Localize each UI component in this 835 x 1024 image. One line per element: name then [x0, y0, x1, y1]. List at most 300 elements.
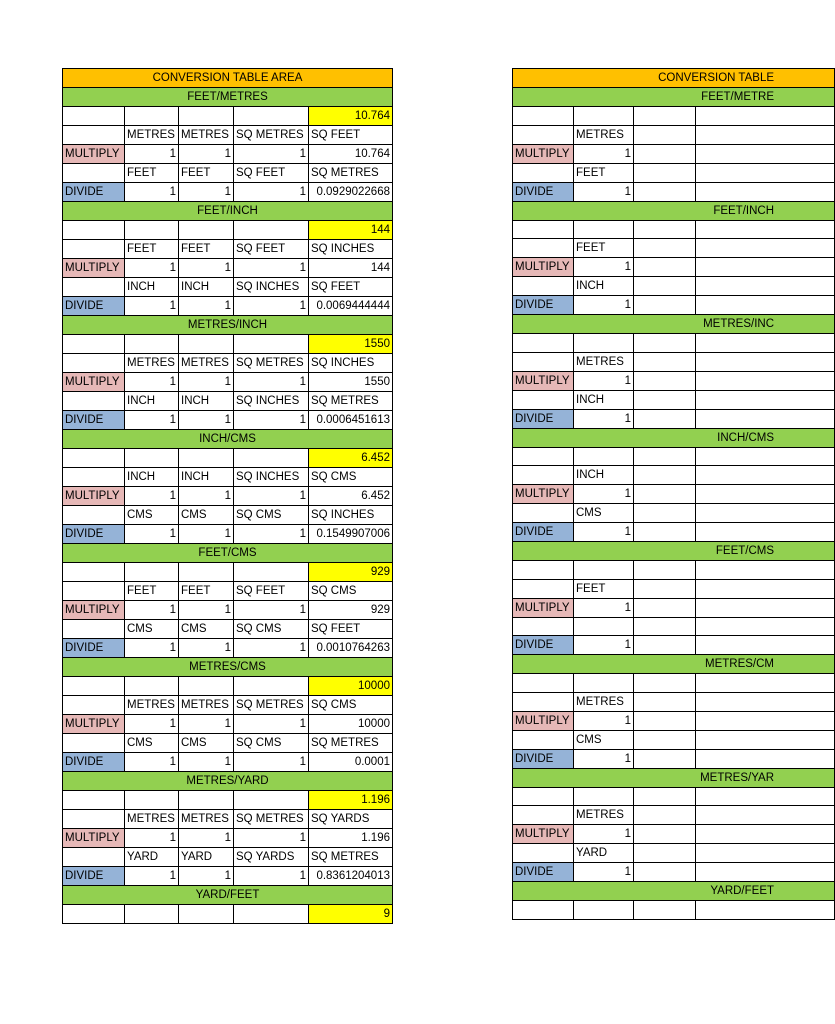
value-cell[interactable]: 0.0929022668 [309, 183, 393, 202]
unit-label-cell[interactable]: SQ INCHES [309, 506, 393, 525]
unit-label-cell[interactable]: CMS [574, 504, 634, 523]
unit-label-cell[interactable]: CMS [574, 730, 634, 749]
empty-cell[interactable] [574, 334, 634, 353]
multiply-label[interactable]: MULTIPLY [63, 715, 125, 734]
unit-label-cell[interactable]: METRES [574, 352, 634, 371]
unit-label-cell[interactable]: METRES [125, 810, 179, 829]
empty-cell[interactable] [696, 277, 835, 296]
empty-cell[interactable] [696, 598, 835, 617]
empty-cell[interactable] [125, 221, 179, 240]
empty-cell[interactable] [634, 504, 696, 523]
unit-label-cell[interactable]: CMS [179, 506, 234, 525]
value-cell[interactable]: 0.8361204013 [309, 867, 393, 886]
empty-cell[interactable] [179, 677, 234, 696]
empty-cell[interactable] [63, 677, 125, 696]
unit-label-cell[interactable]: METRES [125, 696, 179, 715]
divide-label[interactable]: DIVIDE [63, 525, 125, 544]
empty-cell[interactable] [179, 335, 234, 354]
multiply-label[interactable]: MULTIPLY [513, 711, 574, 730]
multiply-label[interactable]: MULTIPLY [513, 825, 574, 844]
empty-cell[interactable] [63, 240, 125, 259]
empty-cell[interactable] [513, 447, 574, 466]
value-cell[interactable]: 1 [125, 259, 179, 278]
divide-label[interactable]: DIVIDE [513, 296, 574, 315]
value-cell[interactable]: 1 [125, 145, 179, 164]
empty-cell[interactable] [63, 354, 125, 373]
empty-cell[interactable] [63, 563, 125, 582]
empty-cell[interactable] [574, 561, 634, 580]
value-cell[interactable]: 1 [179, 525, 234, 544]
value-cell[interactable]: 0.0006451613 [309, 411, 393, 430]
multiply-label[interactable]: MULTIPLY [63, 259, 125, 278]
empty-cell[interactable] [125, 449, 179, 468]
divide-label[interactable]: DIVIDE [63, 753, 125, 772]
empty-cell[interactable] [574, 787, 634, 806]
unit-label-cell[interactable]: FEET [179, 582, 234, 601]
empty-cell[interactable] [179, 563, 234, 582]
section-title[interactable]: METRES/INC [513, 315, 835, 334]
empty-cell[interactable] [634, 334, 696, 353]
divide-label[interactable]: DIVIDE [513, 749, 574, 768]
empty-cell[interactable] [696, 352, 835, 371]
empty-cell[interactable] [574, 220, 634, 239]
value-cell[interactable]: 1 [179, 715, 234, 734]
empty-cell[interactable] [63, 221, 125, 240]
value-cell[interactable]: 1.196 [309, 829, 393, 848]
empty-cell[interactable] [179, 107, 234, 126]
unit-label-cell[interactable]: SQ FEET [309, 126, 393, 145]
divide-label[interactable]: DIVIDE [513, 409, 574, 428]
empty-cell[interactable] [179, 791, 234, 810]
multiply-label[interactable]: MULTIPLY [513, 258, 574, 277]
empty-cell[interactable] [125, 107, 179, 126]
unit-label-cell[interactable]: SQ CMS [234, 620, 309, 639]
unit-label-cell[interactable]: CMS [125, 734, 179, 753]
section-title[interactable]: METRES/CM [513, 655, 835, 674]
unit-label-cell[interactable]: SQ YARDS [309, 810, 393, 829]
value-cell[interactable]: 1 [179, 145, 234, 164]
empty-cell[interactable] [696, 296, 835, 315]
empty-cell[interactable] [696, 504, 835, 523]
empty-cell[interactable] [513, 579, 574, 598]
unit-label-cell[interactable]: INCH [179, 278, 234, 297]
empty-cell[interactable] [634, 825, 696, 844]
empty-cell[interactable] [634, 730, 696, 749]
empty-cell[interactable] [513, 220, 574, 239]
value-cell[interactable]: 1 [179, 639, 234, 658]
unit-label-cell[interactable]: FEET [574, 239, 634, 258]
empty-cell[interactable] [696, 863, 835, 882]
unit-label-cell[interactable]: METRES [179, 354, 234, 373]
empty-cell[interactable] [513, 617, 574, 636]
empty-cell[interactable] [696, 239, 835, 258]
unit-label-cell[interactable]: CMS [179, 620, 234, 639]
unit-label-cell[interactable]: SQ FEET [234, 240, 309, 259]
empty-cell[interactable] [63, 791, 125, 810]
empty-cell[interactable] [125, 905, 179, 924]
unit-label-cell[interactable]: SQ INCHES [234, 278, 309, 297]
unit-label-cell[interactable]: SQ CMS [234, 734, 309, 753]
value-cell[interactable]: 1 [125, 373, 179, 392]
unit-label-cell[interactable]: SQ METRES [309, 164, 393, 183]
empty-cell[interactable] [513, 125, 574, 144]
empty-cell[interactable] [634, 144, 696, 163]
value-cell[interactable]: 1 [574, 711, 634, 730]
empty-cell[interactable] [513, 730, 574, 749]
empty-cell[interactable] [696, 220, 835, 239]
unit-label-cell[interactable]: SQ METRES [309, 392, 393, 411]
empty-cell[interactable] [63, 734, 125, 753]
empty-cell[interactable] [125, 677, 179, 696]
value-cell[interactable]: 1 [234, 753, 309, 772]
value-cell[interactable]: 1 [234, 867, 309, 886]
empty-cell[interactable] [696, 409, 835, 428]
value-cell[interactable]: 1 [574, 825, 634, 844]
value-cell[interactable]: 0.1549907006 [309, 525, 393, 544]
empty-cell[interactable] [696, 749, 835, 768]
factor-cell[interactable]: 144 [309, 221, 393, 240]
unit-label-cell[interactable]: INCH [574, 277, 634, 296]
value-cell[interactable]: 1 [179, 411, 234, 430]
unit-label-cell[interactable]: METRES [179, 810, 234, 829]
multiply-label[interactable]: MULTIPLY [513, 371, 574, 390]
factor-cell[interactable]: 9 [309, 905, 393, 924]
unit-label-cell[interactable]: INCH [574, 390, 634, 409]
empty-cell[interactable] [63, 810, 125, 829]
empty-cell[interactable] [634, 182, 696, 201]
empty-cell[interactable] [63, 468, 125, 487]
empty-cell[interactable] [63, 164, 125, 183]
unit-label-cell[interactable]: INCH [125, 278, 179, 297]
value-cell[interactable]: 1550 [309, 373, 393, 392]
unit-label-cell[interactable]: CMS [125, 506, 179, 525]
empty-cell[interactable] [513, 901, 574, 920]
empty-cell[interactable] [125, 791, 179, 810]
unit-label-cell[interactable]: INCH [179, 468, 234, 487]
unit-label-cell[interactable]: FEET [125, 582, 179, 601]
section-title[interactable]: FEET/METRE [513, 88, 835, 107]
empty-cell[interactable] [513, 674, 574, 693]
empty-cell[interactable] [179, 905, 234, 924]
unit-label-cell[interactable]: SQ YARDS [234, 848, 309, 867]
value-cell[interactable]: 1 [574, 485, 634, 504]
value-cell[interactable]: 10000 [309, 715, 393, 734]
unit-label-cell[interactable]: SQ FEET [234, 164, 309, 183]
empty-cell[interactable] [634, 485, 696, 504]
value-cell[interactable]: 1 [125, 183, 179, 202]
divide-label[interactable]: DIVIDE [63, 183, 125, 202]
empty-cell[interactable] [634, 674, 696, 693]
empty-cell[interactable] [634, 447, 696, 466]
empty-cell[interactable] [63, 278, 125, 297]
empty-cell[interactable] [696, 144, 835, 163]
unit-label-cell[interactable]: SQ METRES [309, 848, 393, 867]
value-cell[interactable]: 0.0001 [309, 753, 393, 772]
value-cell[interactable]: 1 [234, 601, 309, 620]
factor-cell[interactable]: 10000 [309, 677, 393, 696]
empty-cell[interactable] [634, 258, 696, 277]
value-cell[interactable]: 1 [234, 183, 309, 202]
value-cell[interactable]: 1 [234, 297, 309, 316]
empty-cell[interactable] [634, 107, 696, 126]
empty-cell[interactable] [696, 806, 835, 825]
section-title[interactable]: FEET/CMS [63, 544, 393, 563]
empty-cell[interactable] [634, 125, 696, 144]
multiply-label[interactable]: MULTIPLY [63, 487, 125, 506]
unit-label-cell[interactable]: YARD [125, 848, 179, 867]
value-cell[interactable]: 1 [179, 867, 234, 886]
value-cell[interactable]: 1 [125, 601, 179, 620]
divide-label[interactable]: DIVIDE [63, 639, 125, 658]
value-cell[interactable]: 1 [179, 297, 234, 316]
section-title[interactable]: FEET/INCH [63, 202, 393, 221]
empty-cell[interactable] [513, 390, 574, 409]
unit-label-cell[interactable]: FEET [179, 164, 234, 183]
value-cell[interactable]: 144 [309, 259, 393, 278]
empty-cell[interactable] [63, 620, 125, 639]
empty-cell[interactable] [234, 335, 309, 354]
table-title[interactable]: CONVERSION TABLE AREA [63, 69, 393, 88]
empty-cell[interactable] [696, 390, 835, 409]
empty-cell[interactable] [696, 125, 835, 144]
empty-cell[interactable] [63, 126, 125, 145]
divide-label[interactable]: DIVIDE [63, 297, 125, 316]
factor-cell[interactable]: 6.452 [309, 449, 393, 468]
section-title[interactable]: FEET/METRES [63, 88, 393, 107]
factor-cell[interactable]: 10.764 [309, 107, 393, 126]
empty-cell[interactable] [696, 825, 835, 844]
value-cell[interactable]: 0.0010764263 [309, 639, 393, 658]
empty-cell[interactable] [513, 504, 574, 523]
empty-cell[interactable] [634, 787, 696, 806]
empty-cell[interactable] [696, 523, 835, 542]
empty-cell[interactable] [574, 901, 634, 920]
unit-label-cell[interactable]: SQ CMS [309, 468, 393, 487]
value-cell[interactable]: 1 [234, 373, 309, 392]
empty-cell[interactable] [513, 163, 574, 182]
unit-label-cell[interactable]: SQ FEET [309, 620, 393, 639]
value-cell[interactable]: 1 [574, 296, 634, 315]
value-cell[interactable]: 1 [125, 411, 179, 430]
multiply-label[interactable]: MULTIPLY [63, 373, 125, 392]
unit-label-cell[interactable]: METRES [574, 806, 634, 825]
empty-cell[interactable] [234, 449, 309, 468]
value-cell[interactable]: 1 [574, 182, 634, 201]
empty-cell[interactable] [513, 692, 574, 711]
value-cell[interactable]: 1 [574, 636, 634, 655]
empty-cell[interactable] [234, 221, 309, 240]
empty-cell[interactable] [634, 901, 696, 920]
empty-cell[interactable] [696, 636, 835, 655]
unit-label-cell[interactable]: SQ METRES [234, 126, 309, 145]
value-cell[interactable]: 1 [234, 715, 309, 734]
empty-cell[interactable] [634, 409, 696, 428]
empty-cell[interactable] [634, 220, 696, 239]
empty-cell[interactable] [63, 848, 125, 867]
empty-cell[interactable] [634, 466, 696, 485]
empty-cell[interactable] [63, 696, 125, 715]
empty-cell[interactable] [513, 107, 574, 126]
unit-label-cell[interactable]: SQ METRES [309, 734, 393, 753]
unit-label-cell[interactable]: FEET [179, 240, 234, 259]
section-title[interactable]: YARD/FEET [63, 886, 393, 905]
divide-label[interactable]: DIVIDE [63, 867, 125, 886]
unit-label-cell[interactable]: SQ FEET [234, 582, 309, 601]
unit-label-cell[interactable]: YARD [574, 844, 634, 863]
unit-label-cell[interactable]: SQ FEET [309, 278, 393, 297]
unit-label-cell[interactable]: METRES [125, 354, 179, 373]
value-cell[interactable]: 1 [574, 371, 634, 390]
empty-cell[interactable] [696, 163, 835, 182]
value-cell[interactable]: 1 [574, 258, 634, 277]
empty-cell[interactable] [696, 334, 835, 353]
empty-cell[interactable] [634, 598, 696, 617]
value-cell[interactable]: 1 [574, 863, 634, 882]
empty-cell[interactable] [513, 561, 574, 580]
value-cell[interactable]: 1 [234, 411, 309, 430]
empty-cell[interactable] [634, 579, 696, 598]
unit-label-cell[interactable]: METRES [179, 696, 234, 715]
empty-cell[interactable] [696, 561, 835, 580]
value-cell[interactable]: 1 [234, 259, 309, 278]
factor-cell[interactable]: 1550 [309, 335, 393, 354]
section-title[interactable]: METRES/YAR [513, 768, 835, 787]
section-title[interactable]: METRES/CMS [63, 658, 393, 677]
empty-cell[interactable] [634, 561, 696, 580]
empty-cell[interactable] [513, 844, 574, 863]
empty-cell[interactable] [63, 392, 125, 411]
value-cell[interactable]: 1 [574, 598, 634, 617]
value-cell[interactable]: 0.0069444444 [309, 297, 393, 316]
value-cell[interactable]: 929 [309, 601, 393, 620]
empty-cell[interactable] [63, 506, 125, 525]
unit-label-cell[interactable]: CMS [179, 734, 234, 753]
value-cell[interactable]: 1 [125, 829, 179, 848]
empty-cell[interactable] [696, 107, 835, 126]
unit-label-cell[interactable]: YARD [179, 848, 234, 867]
unit-label-cell[interactable]: METRES [179, 126, 234, 145]
unit-label-cell[interactable]: METRES [574, 692, 634, 711]
unit-label-cell[interactable]: SQ CMS [234, 506, 309, 525]
empty-cell[interactable] [696, 258, 835, 277]
empty-cell[interactable] [696, 730, 835, 749]
empty-cell[interactable] [125, 335, 179, 354]
factor-cell[interactable]: 929 [309, 563, 393, 582]
empty-cell[interactable] [634, 863, 696, 882]
value-cell[interactable]: 1 [234, 525, 309, 544]
empty-cell[interactable] [634, 844, 696, 863]
multiply-label[interactable]: MULTIPLY [513, 485, 574, 504]
empty-cell[interactable] [696, 787, 835, 806]
unit-label-cell[interactable]: SQ INCHES [309, 354, 393, 373]
value-cell[interactable]: 1 [125, 297, 179, 316]
multiply-label[interactable]: MULTIPLY [63, 145, 125, 164]
empty-cell[interactable] [634, 692, 696, 711]
value-cell[interactable]: 1 [125, 867, 179, 886]
empty-cell[interactable] [696, 844, 835, 863]
unit-label-cell[interactable]: FEET [125, 164, 179, 183]
empty-cell[interactable] [634, 296, 696, 315]
empty-cell[interactable] [513, 466, 574, 485]
divide-label[interactable]: DIVIDE [63, 411, 125, 430]
empty-cell[interactable] [696, 711, 835, 730]
empty-cell[interactable] [513, 277, 574, 296]
empty-cell[interactable] [634, 806, 696, 825]
empty-cell[interactable] [63, 905, 125, 924]
empty-cell[interactable] [234, 791, 309, 810]
unit-label-cell[interactable]: FEET [574, 163, 634, 182]
value-cell[interactable]: 1 [234, 639, 309, 658]
unit-label-cell[interactable]: SQ INCHES [309, 240, 393, 259]
empty-cell[interactable] [63, 449, 125, 468]
empty-cell[interactable] [179, 449, 234, 468]
unit-label-cell[interactable]: CMS [125, 620, 179, 639]
divide-label[interactable]: DIVIDE [513, 863, 574, 882]
empty-cell[interactable] [696, 579, 835, 598]
empty-cell[interactable] [179, 221, 234, 240]
value-cell[interactable]: 10.764 [309, 145, 393, 164]
empty-cell[interactable] [574, 447, 634, 466]
section-title[interactable]: INCH/CMS [63, 430, 393, 449]
value-cell[interactable]: 1 [574, 144, 634, 163]
value-cell[interactable]: 1 [179, 373, 234, 392]
value-cell[interactable]: 1 [125, 639, 179, 658]
divide-label[interactable]: DIVIDE [513, 182, 574, 201]
unit-label-cell[interactable]: INCH [125, 468, 179, 487]
value-cell[interactable]: 1 [234, 487, 309, 506]
empty-cell[interactable] [234, 905, 309, 924]
empty-cell[interactable] [634, 352, 696, 371]
section-title[interactable]: INCH/CMS [513, 428, 835, 447]
value-cell[interactable]: 1 [179, 487, 234, 506]
unit-label-cell[interactable] [574, 617, 634, 636]
empty-cell[interactable] [696, 466, 835, 485]
unit-label-cell[interactable]: FEET [125, 240, 179, 259]
multiply-label[interactable]: MULTIPLY [513, 144, 574, 163]
divide-label[interactable]: DIVIDE [513, 636, 574, 655]
value-cell[interactable]: 1 [125, 525, 179, 544]
table-title[interactable]: CONVERSION TABLE [513, 69, 835, 88]
empty-cell[interactable] [513, 787, 574, 806]
value-cell[interactable]: 6.452 [309, 487, 393, 506]
value-cell[interactable]: 1 [574, 523, 634, 542]
value-cell[interactable]: 1 [125, 715, 179, 734]
empty-cell[interactable] [696, 182, 835, 201]
section-title[interactable]: FEET/INCH [513, 201, 835, 220]
empty-cell[interactable] [63, 107, 125, 126]
empty-cell[interactable] [696, 447, 835, 466]
empty-cell[interactable] [513, 334, 574, 353]
empty-cell[interactable] [696, 617, 835, 636]
empty-cell[interactable] [634, 239, 696, 258]
value-cell[interactable]: 1 [234, 145, 309, 164]
section-title[interactable]: METRES/INCH [63, 316, 393, 335]
empty-cell[interactable] [634, 390, 696, 409]
unit-label-cell[interactable]: SQ METRES [234, 354, 309, 373]
multiply-label[interactable]: MULTIPLY [513, 598, 574, 617]
empty-cell[interactable] [696, 485, 835, 504]
unit-label-cell[interactable]: FEET [574, 579, 634, 598]
value-cell[interactable]: 1 [234, 829, 309, 848]
multiply-label[interactable]: MULTIPLY [63, 829, 125, 848]
empty-cell[interactable] [634, 617, 696, 636]
unit-label-cell[interactable]: METRES [574, 125, 634, 144]
empty-cell[interactable] [513, 352, 574, 371]
empty-cell[interactable] [634, 636, 696, 655]
unit-label-cell[interactable]: METRES [125, 126, 179, 145]
section-title[interactable]: FEET/CMS [513, 542, 835, 561]
empty-cell[interactable] [63, 582, 125, 601]
